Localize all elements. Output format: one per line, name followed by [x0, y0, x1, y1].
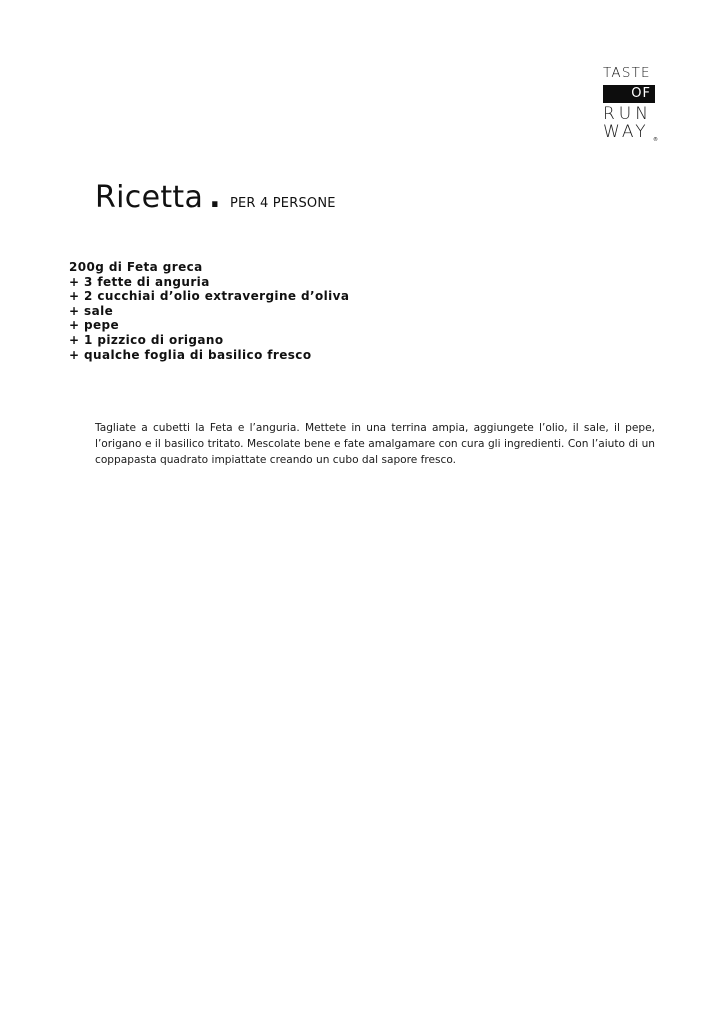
- ingredient-item: + pepe: [69, 318, 120, 333]
- ingredient-item: + 3 fette di anguria: [69, 274, 210, 289]
- title-dot: .: [209, 180, 221, 215]
- ingredient-item: 200g di Feta greca: [69, 260, 203, 274]
- ingredient-item: + 1 pizzico di origano: [69, 332, 224, 347]
- taste-of-runway-logo: [603, 65, 658, 143]
- recipe-title: Ricetta: [95, 180, 204, 215]
- logo-line-way: WAY: [603, 122, 649, 142]
- servings-label: PER 4 PERSONE: [229, 196, 336, 211]
- logo-line-run: RUN: [603, 104, 652, 124]
- logo-line-of: OF: [631, 86, 651, 101]
- ingredient-item: + qualche foglia di basilico fresco: [69, 347, 312, 362]
- recipe-instructions: Tagliate a cubetti la Feta e l’anguria. Mettete in una terrina ampia, aggiungete l’olio, il sale, il pepe, l’origano e il basilico tritato. Mescolate bene e fate amalgamare con cura gli ingredienti. Con l’aiuto di un coppapasta quadrato impiattate creando un cubo dal sapore fresco.: [95, 422, 655, 466]
- ingredients-list: [69, 260, 349, 362]
- recipe-heading: [95, 180, 336, 215]
- logo-of-box: [603, 85, 655, 103]
- ingredient-item: + 2 cucchiai d’olio extravergine d’oliva: [69, 289, 350, 304]
- ingredient-item: + sale: [69, 303, 114, 318]
- logo-line-taste: TASTE: [603, 65, 651, 81]
- registered-mark: ®: [653, 137, 658, 143]
